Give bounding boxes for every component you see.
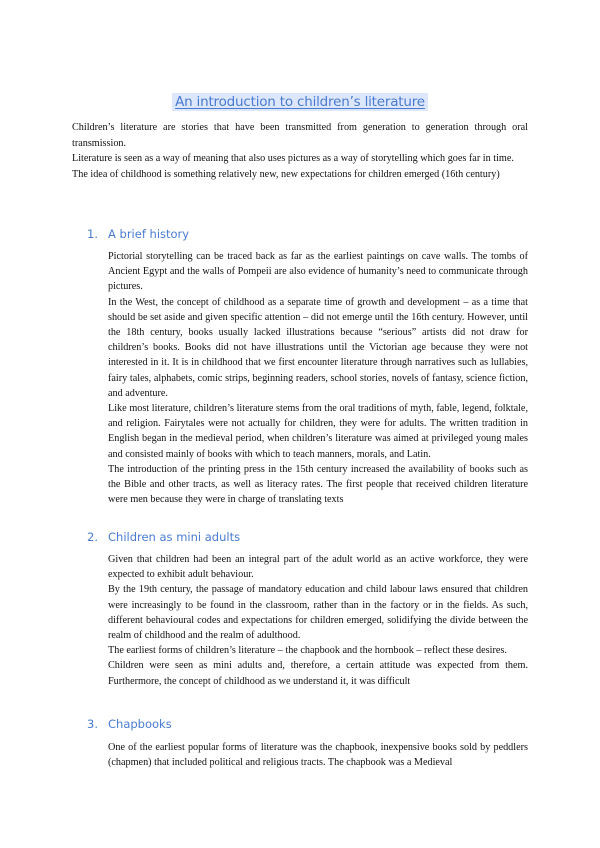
section-number: 2.	[87, 530, 98, 544]
section-body-brief-history	[108, 249, 528, 507]
document-title	[0, 93, 600, 111]
section-heading-chapbooks	[87, 717, 172, 731]
body-paragraph: Children were seen as mini adults and, therefore, a certain attitude was expected from them. Furthermore, the concept of childhood as we understand it, it was difficult	[108, 660, 528, 687]
section-body-children-as-mini-adults	[108, 552, 528, 689]
body-paragraph: Pictorial storytelling can be traced back as far as the earliest paintings on cave walls. The tombs of Ancient Egypt and the walls of Pompeii are also evidence of humanity’s need to communicate through pictures.	[108, 251, 528, 293]
body-paragraph: One of the earliest popular forms of literature was the chapbook, inexpensive books sold by peddlers (chapmen) that included political and religious tracts. The chapbook was a Medieval	[108, 742, 528, 769]
intro-paragraph: The idea of childhood is something relatively new, new expectations for children emerged (16th century)	[72, 168, 500, 180]
intro-block	[72, 120, 528, 182]
body-paragraph: Given that children had been an integral part of the adult world as an active workforce, they were expected to exhibit adult behaviour.	[108, 554, 528, 581]
intro-paragraph: Children’s literature are stories that have been transmitted from generation to generation through oral transmission.	[72, 122, 528, 149]
body-paragraph: By the 19th century, the passage of mandatory education and child labour laws ensured that children were increasingly to be found in the classroom, rather than in the factory or in the fields. As such, different behavioural codes and expectations for children emerged, solidifying the divide between the realm of childhood and the realm of adulthood.	[108, 584, 528, 642]
body-paragraph: In the West, the concept of childhood as a separate time of growth and development – as a time that should be set aside and given specific attention – did not emerge until the 16th century. However, until the 18th century, books usually lacked illustrations because “serious” artists did not draw for children’s books. Books did not have illustrations until the Victorian age because they were not interested in it. It is in childhood that we first encounter literature through narratives such as lullabies, fairy tales, alphabets, comic strips, beginning readers, school stories, novels of fantasy, science fiction, and adventure.	[108, 296, 528, 399]
section-heading-text: A brief history	[108, 227, 190, 241]
section-body-chapbooks	[108, 740, 528, 770]
body-paragraph: Like most literature, children’s literature stems from the oral traditions of myth, fable, legend, folktale, and religion. Fairytales were not actually for children, they were for adults. The written tradition in English began in the medieval period, when children’s literature was aimed at privileged young males and consisted mainly of books with which to teach manners, morals, and Latin.	[108, 403, 528, 460]
section-heading-children-as-mini-adults	[87, 530, 240, 544]
body-paragraph: The introduction of the printing press in the 15th century increased the availability of books such as the Bible and other tracts, as well as literacy rates. The first people that received children literature were men because they were in charge of translating texts	[108, 463, 528, 506]
section-heading-brief-history	[87, 227, 189, 241]
section-heading-text: Chapbooks	[108, 717, 172, 731]
body-paragraph: The earliest forms of children’s literature – the chapbook and the hornbook – reflect these desires.	[108, 645, 507, 657]
section-number: 1.	[87, 227, 98, 241]
section-heading-text: Children as mini adults	[108, 530, 241, 544]
title-text: An introduction to children’s literature	[172, 93, 428, 111]
intro-paragraph: Literature is seen as a way of meaning that also uses pictures as a way of storytelling which goes far in time.	[72, 153, 514, 164]
section-number: 3.	[87, 717, 98, 731]
